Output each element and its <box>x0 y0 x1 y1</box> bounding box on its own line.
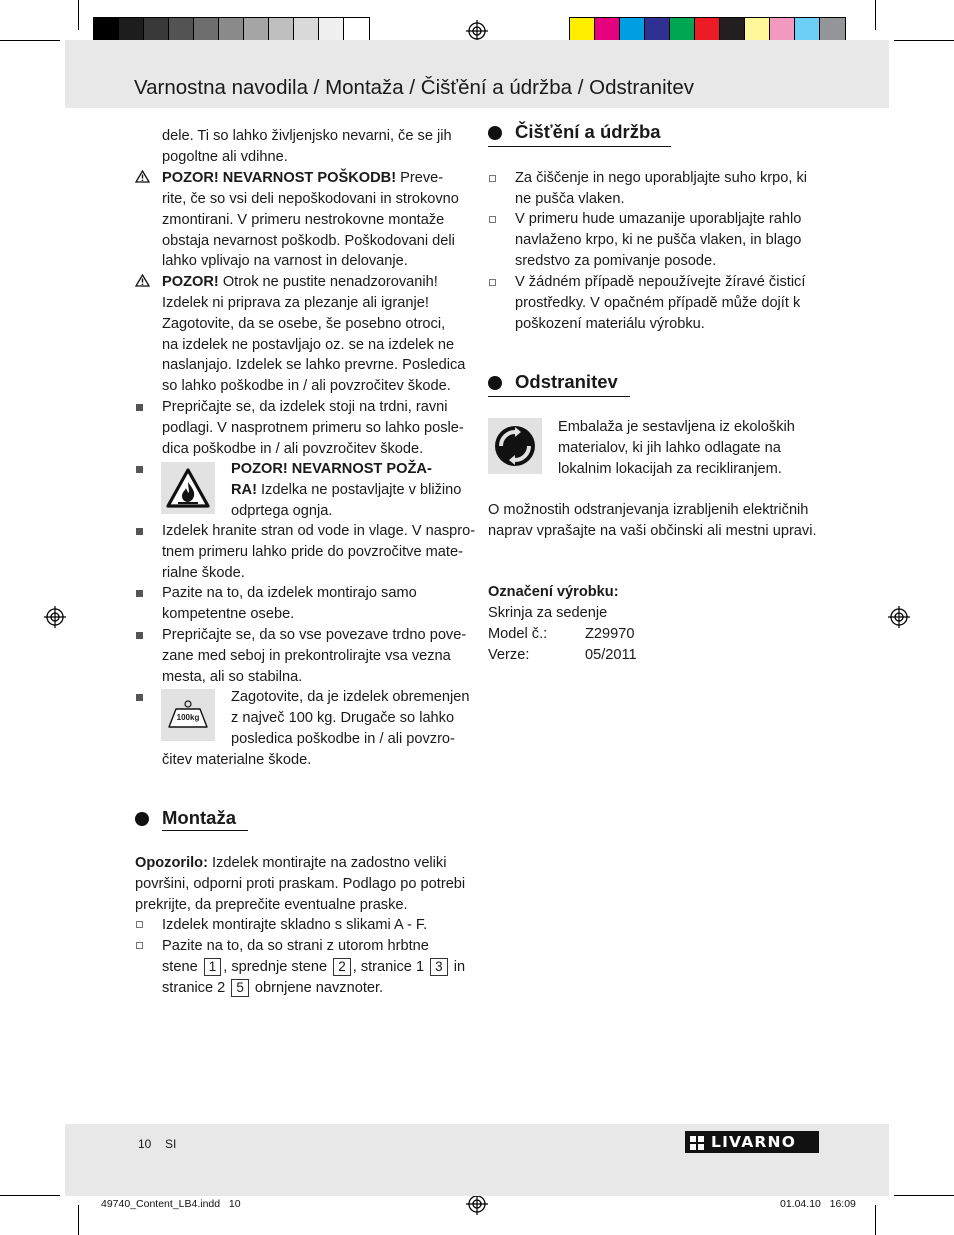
text-line: Zagotovite, da se osebe, še posebno otroci, <box>162 316 446 332</box>
weight-icon-box <box>161 689 215 741</box>
bullet-square <box>136 694 143 701</box>
bullet-open-square <box>489 216 496 223</box>
registration-mark-icon <box>888 606 910 628</box>
version-value: 05/2011 <box>585 647 637 663</box>
part-number-box: 1 <box>204 958 222 976</box>
warning-line <box>231 459 432 480</box>
color-swatch <box>820 18 845 42</box>
gray-swatch <box>119 18 144 42</box>
recycling-icon-box <box>488 418 542 474</box>
crop-mark <box>0 1195 60 1196</box>
text-span: Izdelek montirajte na zadostno veliki <box>207 855 447 871</box>
text-span: in <box>453 959 466 975</box>
gray-swatch <box>344 18 369 42</box>
text-line: Izdelek ni priprava za plezanje ali igranje! <box>162 295 429 311</box>
green-dot-recycling-icon <box>488 418 542 474</box>
text-line: prostředky. V opačném případě může dojít k <box>515 295 801 311</box>
text-line: Pazite na to, da izdelek montirajo samo <box>162 585 417 601</box>
text-line: Pazite na to, da so strani z utorom hrbtne <box>162 938 429 954</box>
version-label: Verze: <box>488 647 530 663</box>
warning-label: POZOR! NEVARNOST POŠKODB! <box>162 170 397 186</box>
text-span: Otrok ne pustite nenadzorovanih! <box>218 274 438 290</box>
bullet-square <box>136 466 143 473</box>
text-line: V žádném případě nepoužívejte žíravé čisticí <box>515 274 806 290</box>
crop-mark <box>78 1205 79 1235</box>
crop-mark <box>0 40 60 41</box>
warning-label: POZOR! NEVARNOST POŽA- <box>231 461 432 477</box>
bullet-open-square <box>136 942 143 949</box>
section-underline <box>488 146 671 147</box>
text-line: materialov, ki jih lahko odlagate na <box>558 440 781 456</box>
gray-swatch <box>319 18 344 42</box>
text-span: Preve- <box>396 170 444 186</box>
text-line: naprav vprašajte na vaši občinski ali mestni upravi. <box>488 523 817 539</box>
note-line <box>135 853 446 874</box>
text-span: , sprednje stene <box>223 959 328 975</box>
note-label: Opozorilo: <box>135 855 208 871</box>
color-swatch <box>795 18 820 42</box>
warning-line <box>162 168 443 189</box>
text-span: stranice 2 <box>162 980 226 996</box>
color-swatch <box>670 18 695 42</box>
color-swatch <box>745 18 770 42</box>
text-line: Zagotovite, da je izdelek obremenjen <box>231 689 470 705</box>
bullet-square <box>136 404 143 411</box>
gray-swatch <box>194 18 219 42</box>
text-line: prekrijte, da preprečite eventualne praske. <box>135 897 408 913</box>
color-swatch <box>695 18 720 42</box>
section-bullet <box>488 376 502 390</box>
bullet-square <box>136 590 143 597</box>
warning-line <box>231 480 461 501</box>
text-line: mesta, ali so stabilna. <box>162 669 303 685</box>
language-code: SI <box>165 1137 177 1151</box>
text-line: dele. Ti so lahko življenjsko nevarni, če se jih <box>162 128 452 144</box>
section-title-care: Čišťění a údržba <box>515 121 661 142</box>
gray-swatch <box>94 18 119 42</box>
text-line: O možnostih odstranjevanja izrabljenih električnih <box>488 502 809 518</box>
gray-swatch <box>219 18 244 42</box>
registration-mark-icon <box>44 606 66 628</box>
text-line: posledica poškodbe in / ali povzro- <box>231 731 455 747</box>
slug-file-info: 49740_Content_LB4.indd 10 <box>101 1198 241 1210</box>
part-number-box: 3 <box>430 958 448 976</box>
text-line: obstaja nevarnost poškodb. Poškodovani deli <box>162 233 455 249</box>
text-line: Prepričajte se, da so vse povezave trdno pove- <box>162 627 467 643</box>
text-line: kompetentne osebe. <box>162 606 295 622</box>
gray-swatch <box>244 18 269 42</box>
brand-logo-icon <box>688 1133 706 1151</box>
section-underline <box>162 830 248 831</box>
text-line: V primeru hude umazanije uporabljajte rahlo <box>515 211 802 227</box>
bullet-square <box>136 632 143 639</box>
text-span: stene <box>162 959 198 975</box>
text-line: Prepričajte se, da izdelek stoji na trdni, ravni <box>162 399 448 415</box>
model-label: Model č.: <box>488 626 548 642</box>
text-line: površini, odporni proti praskam. Podlago po potrebi <box>135 876 466 892</box>
text-line-with-refs <box>162 978 383 999</box>
warning-line <box>162 272 438 293</box>
text-line: Izdelek montirajte skladno s slikami A - F. <box>162 917 428 933</box>
page-title: Varnostna navodila / Montaža / Čišťění a údržba / Odstranitev <box>134 76 694 99</box>
warning-label: RA! <box>231 482 257 498</box>
registration-mark-icon <box>466 1193 488 1215</box>
text-line: so lahko poškodbe in / ali povzročitev škode. <box>162 378 451 394</box>
crop-mark <box>78 0 79 30</box>
part-number-box: 2 <box>333 958 351 976</box>
fire-icon-box <box>161 462 215 514</box>
section-bullet <box>488 126 502 140</box>
gray-swatch <box>294 18 319 42</box>
text-line: navlaženo krpo, ki ne pušča vlaken, in blago <box>515 232 802 248</box>
text-line: lokalnim lokacijah za recikliranjem. <box>558 461 782 477</box>
section-bullet <box>135 812 149 826</box>
section-underline <box>488 396 630 397</box>
text-line: lahko vplivajo na varnost in delovanje. <box>162 253 408 269</box>
text-line-with-refs <box>162 957 465 978</box>
color-swatch <box>720 18 745 42</box>
text-span: Izdelka ne postavljajte v bližino <box>256 482 462 498</box>
bullet-open-square <box>489 279 496 286</box>
product-name: Skrinja za sedenje <box>488 605 608 621</box>
section-title-disposal: Odstranitev <box>515 371 618 392</box>
text-span: , stranice 1 <box>352 959 425 975</box>
text-line: odprtega ognja. <box>231 503 333 519</box>
text-line: Embalaža je sestavljena iz ekoloških <box>558 419 795 435</box>
warning-triangle-icon <box>135 170 150 183</box>
part-number-box: 5 <box>231 979 249 997</box>
text-line: naslanjajo. Izdelek se lahko prevrne. Posledica <box>162 357 466 373</box>
color-swatch <box>770 18 795 42</box>
text-line: sredstvo za pomivanje posode. <box>515 253 717 269</box>
color-swatch <box>595 18 620 42</box>
gray-swatch <box>269 18 294 42</box>
page-number: 10 <box>138 1137 152 1151</box>
text-line: dica poškodbe in / ali povzročitev škode. <box>162 441 424 457</box>
text-line: zmontirani. V primeru nestrokovne montaže <box>162 212 445 228</box>
slug-date: 01.04.10 16:09 <box>780 1198 856 1210</box>
text-line: čitev materialne škode. <box>162 752 312 768</box>
color-swatch <box>620 18 645 42</box>
text-line: tnem primeru lahko pride do povzročitve mate- <box>162 544 463 560</box>
text-line: na izdelek ne postavljajo oz. se na izdelek ne <box>162 337 455 353</box>
weight-label: 100kg <box>176 713 200 722</box>
product-info-title <box>488 582 619 603</box>
section-title-montaza: Montaža <box>162 807 236 828</box>
crop-mark <box>875 1205 876 1235</box>
text-line: podlagi. V nasprotnem primeru so lahko posle- <box>162 420 464 436</box>
gray-swatch <box>144 18 169 42</box>
text-line: z največ 100 kg. Drugače so lahko <box>231 710 455 726</box>
text-line: ne pušča vlaken. <box>515 191 625 207</box>
crop-mark <box>894 1195 954 1196</box>
bullet-square <box>136 528 143 535</box>
text-line: zane med seboj in prekontrolirajte vsa vezna <box>162 648 451 664</box>
text-line: pogoltne ali vdihne. <box>162 149 288 165</box>
color-swatch <box>570 18 595 42</box>
brand-logo-text: LIVARNO <box>711 1133 797 1151</box>
crop-mark <box>894 40 954 41</box>
product-info-label: Označení výrobku: <box>488 584 619 600</box>
bullet-open-square <box>489 175 496 182</box>
bullet-open-square <box>136 921 143 928</box>
warning-label: POZOR! <box>162 274 219 290</box>
model-value: Z29970 <box>585 626 635 642</box>
brand-logo <box>685 1131 819 1153</box>
text-line: rialne škode. <box>162 565 245 581</box>
color-swatch <box>645 18 670 42</box>
gray-swatch <box>169 18 194 42</box>
fire-hazard-icon <box>161 462 215 514</box>
text-line: Izdelek hranite stran od vode in vlage. V naspro- <box>162 523 476 539</box>
text-line: rite, če so vsi deli nepoškodovani in strokovno <box>162 191 459 207</box>
text-line: poškození materiálu výrobku. <box>515 316 705 332</box>
text-line: Za čiščenje in nego uporabljajte suho krpo, ki <box>515 170 808 186</box>
warning-triangle-icon <box>135 274 150 287</box>
registration-mark-icon <box>466 20 488 42</box>
text-span: obrnjene navznoter. <box>254 980 384 996</box>
crop-mark <box>875 0 876 30</box>
